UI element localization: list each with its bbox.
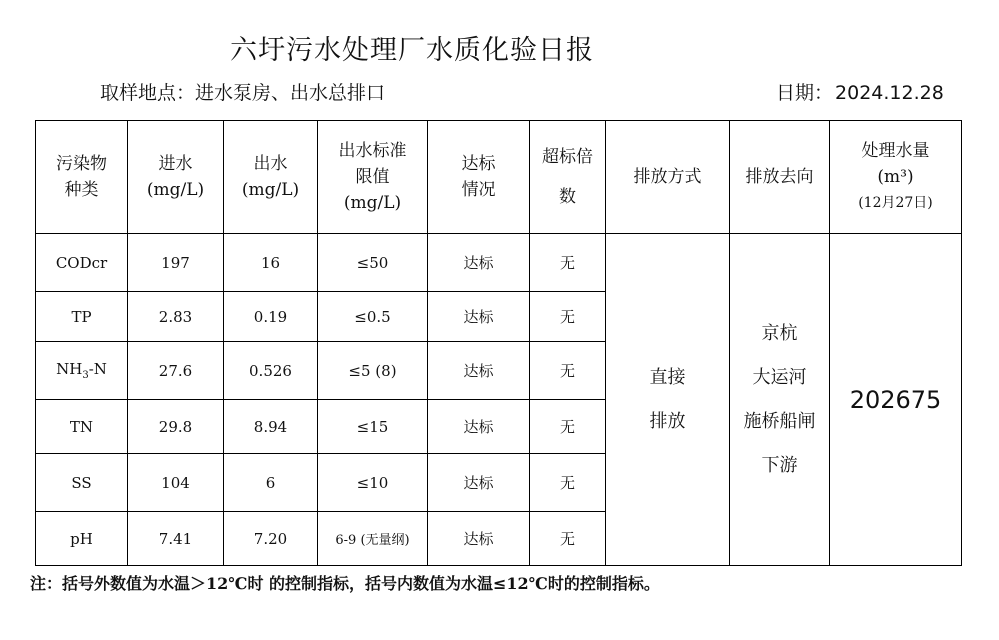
header-outflow: 出水 (mg/L) (224, 121, 318, 234)
header-discharge-dest: 排放去向 (730, 121, 830, 234)
cell-pollutant: $NH_3-N$ (36, 342, 128, 400)
cell-inflow: 7.41 (128, 512, 224, 566)
header-limit: 出水标准 限值 (mg/L) (318, 121, 428, 234)
cell-pollutant: SS (36, 454, 128, 512)
cell-inflow: 2.83 (128, 292, 224, 342)
water-quality-table (35, 120, 962, 566)
cell-limit: ≤5 (8) (318, 342, 428, 400)
cell-exceed: 无 (530, 234, 606, 292)
sampling-location: 取样地点：进水泵房、出水总排口 (100, 82, 386, 104)
cell-discharge-method: 直接 排放 (606, 234, 730, 566)
table-row (36, 234, 962, 292)
cell-outflow: 6 (224, 454, 318, 512)
header-compliance: 达标 情况 (428, 121, 530, 234)
cell-volume: 202675 (830, 234, 962, 566)
date-label: 日期： (776, 82, 834, 104)
cell-pollutant: TP (36, 292, 128, 342)
header-volume: 处理水量 (m³) (12月27日) (830, 121, 962, 234)
cell-inflow: 104 (128, 454, 224, 512)
cell-pollutant: TN (36, 400, 128, 454)
cell-pollutant: CODcr (36, 234, 128, 292)
cell-limit: ≤15 (318, 400, 428, 454)
cell-pollutant: pH (36, 512, 128, 566)
header-pollutant: 污染物 种类 (36, 121, 128, 234)
cell-exceed: 无 (530, 292, 606, 342)
cell-exceed: 无 (530, 512, 606, 566)
header-inflow: 进水 (mg/L) (128, 121, 224, 234)
header-discharge-method: 排放方式 (606, 121, 730, 234)
page-title: 六圩污水处理厂水质化验日报 (230, 35, 594, 66)
cell-outflow: 8.94 (224, 400, 318, 454)
cell-inflow: 27.6 (128, 342, 224, 400)
cell-status: 达标 (428, 234, 530, 292)
header-exceed: 超标倍 数 (530, 121, 606, 234)
cell-outflow: 16 (224, 234, 318, 292)
cell-exceed: 无 (530, 454, 606, 512)
cell-outflow: 7.20 (224, 512, 318, 566)
cell-inflow: 197 (128, 234, 224, 292)
cell-status: 达标 (428, 512, 530, 566)
cell-limit: 6-9 (无量纲) (318, 512, 428, 566)
cell-limit: ≤0.5 (318, 292, 428, 342)
header-row (36, 121, 962, 234)
cell-status: 达标 (428, 342, 530, 400)
cell-status: 达标 (428, 400, 530, 454)
cell-exceed: 无 (530, 400, 606, 454)
date-value: 2024.12.28 (835, 82, 944, 104)
footnote: 注：括号外数值为水温＞12℃时 的控制指标，括号内数值为水温≤12℃时的控制指标。 (30, 574, 660, 593)
cell-outflow: 0.526 (224, 342, 318, 400)
cell-inflow: 29.8 (128, 400, 224, 454)
cell-limit: ≤50 (318, 234, 428, 292)
cell-status: 达标 (428, 454, 530, 512)
cell-exceed: 无 (530, 342, 606, 400)
cell-discharge-dest: 京杭 大运河 施桥船闸 下游 (730, 234, 830, 566)
cell-outflow: 0.19 (224, 292, 318, 342)
cell-limit: ≤10 (318, 454, 428, 512)
cell-status: 达标 (428, 292, 530, 342)
report-date (776, 78, 944, 105)
